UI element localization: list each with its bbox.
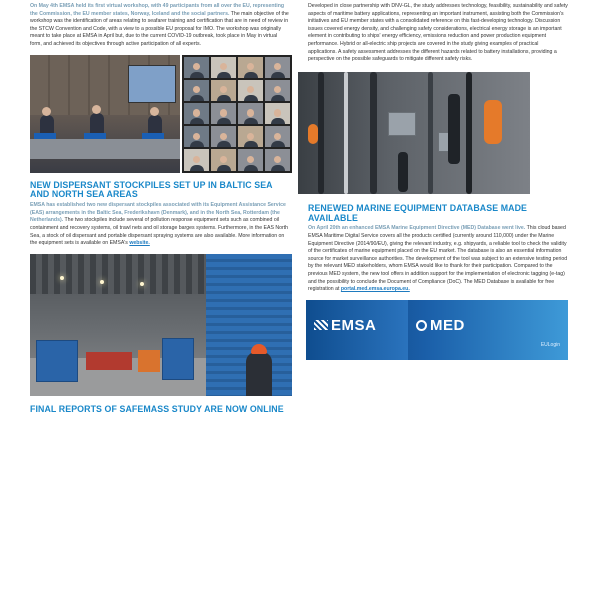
workshop-paragraph (30, 3, 290, 49)
dispersant-paragraph (30, 202, 290, 248)
emsa-banner-label: EMSA (314, 317, 376, 334)
med-database-lead: On April 20th an enhanced EMSA Marine Equipment Directive (MED) Database went live. (308, 225, 526, 232)
conference-room-photo (30, 55, 180, 173)
workshop-lead: On May 4th EMSA held its first virtual workshop, with 49 participants from all over the EU, representing the Commission, the EU member states, Norway, Iceland and the social partners. (30, 3, 285, 17)
med-database-heading: RENEWED MARINE EQUIPMENT DATABASE MADE AVAILABLE (308, 202, 528, 223)
dispersant-body: The two stockpiles include several of pollution response equipment sets such as combined oil containment and recovery systems, oil trawl nets and oil storage barges systems. Furthermore, in the EAS North Sea, a stock of oil dispersant and portable dispersant spraying systems are also available. More information on the equipment sets is available on EMSA's (30, 217, 289, 247)
right-column (308, 0, 568, 360)
dispersant-heading: NEW DISPERSANT STOCKPILES SET UP IN BALTIC SEA AND NORTH SEA AREAS (30, 179, 273, 200)
med-banner-label: MED (416, 317, 465, 334)
emsa-website-link[interactable]: website. (129, 240, 150, 247)
left-column (30, 0, 290, 415)
workshop-body: The main objective of the workshop was the identification of areas relating to seafarer training and certification that are in need of review in the STCW Convention and Code, with a view to a possible EU proposal for IMO. The workshop was originally meant to take place at EMSA in April but, due to the current COVID-19 outbreak, took place in May in virtual form, and achieved its objectives through active participation of all experts. (30, 10, 289, 47)
med-database-body: This cloud based EMSA Maritime Digital Service covers all the products certified (currently around 110,000) under the Marine Equipment Directive (2014/90/EU), giving the relevant industry, e.g. shipyards, a reliable tool to check the validity of the certificates of marine equipment placed on the EU market. The database is also an essential information source for market surveillance authorities. The development of the tool was subject to an extensive testing period by the relevant MED stakeholders, whom EMSA would like to thank for their participation. Compared to the previous MED system, the new tool offers in addition support for the implementation of electronic tagging (e-tag) and the possibility to conclude the Document of Compliance (DoC). The MED Database is available for free registration at (308, 225, 568, 293)
med-database-paragraph (308, 225, 568, 293)
safemass-heading: FINAL REPORTS OF SAFEMASS STUDY ARE NOW ONLINE (30, 403, 284, 414)
emsa-med-banner[interactable] (306, 300, 568, 360)
dispersant-lead: EMSA has established two new dispersant stockpiles associated with its Equipment Assistance Service (EAS) arrangements in the Baltic Sea, Frederikshavn (Denmark), and in the North Sea, Rotterdam (the Netherlands). (30, 202, 286, 224)
med-logo-icon (416, 320, 427, 331)
workshop-photos (30, 55, 290, 173)
video-call-grid-photo (182, 55, 292, 173)
med-portal-link[interactable]: portal.med.emsa.europa.eu. (340, 286, 410, 293)
engine-room-photo (298, 72, 530, 194)
battery-study-paragraph: Developed in close partnership with DNV-GL, the study addresses technology, feasibility, sustainability and safety aspects of maritime battery applications, representing an important instrument, assisting both the Commission's initiatives and EU member states with a consolidated reference on this fast-developing technology. Discussion issues covered energy density, and challenging safety considerations, electrical energy storage is an important element in contributing to ships' energy efficiency, emissions reduction and power production equipment performance. Hybrid or all-electric ship projects are covered in the study giving examples of practical applications. A safety assessment addresses the different hazards related to battery installations, providing a perspective on the possible safeguards to mitigate different safety risks. (308, 3, 568, 63)
warehouse-photo (30, 254, 292, 396)
eulogin-label: EULogin (540, 341, 560, 348)
emsa-logo-icon (314, 320, 328, 330)
